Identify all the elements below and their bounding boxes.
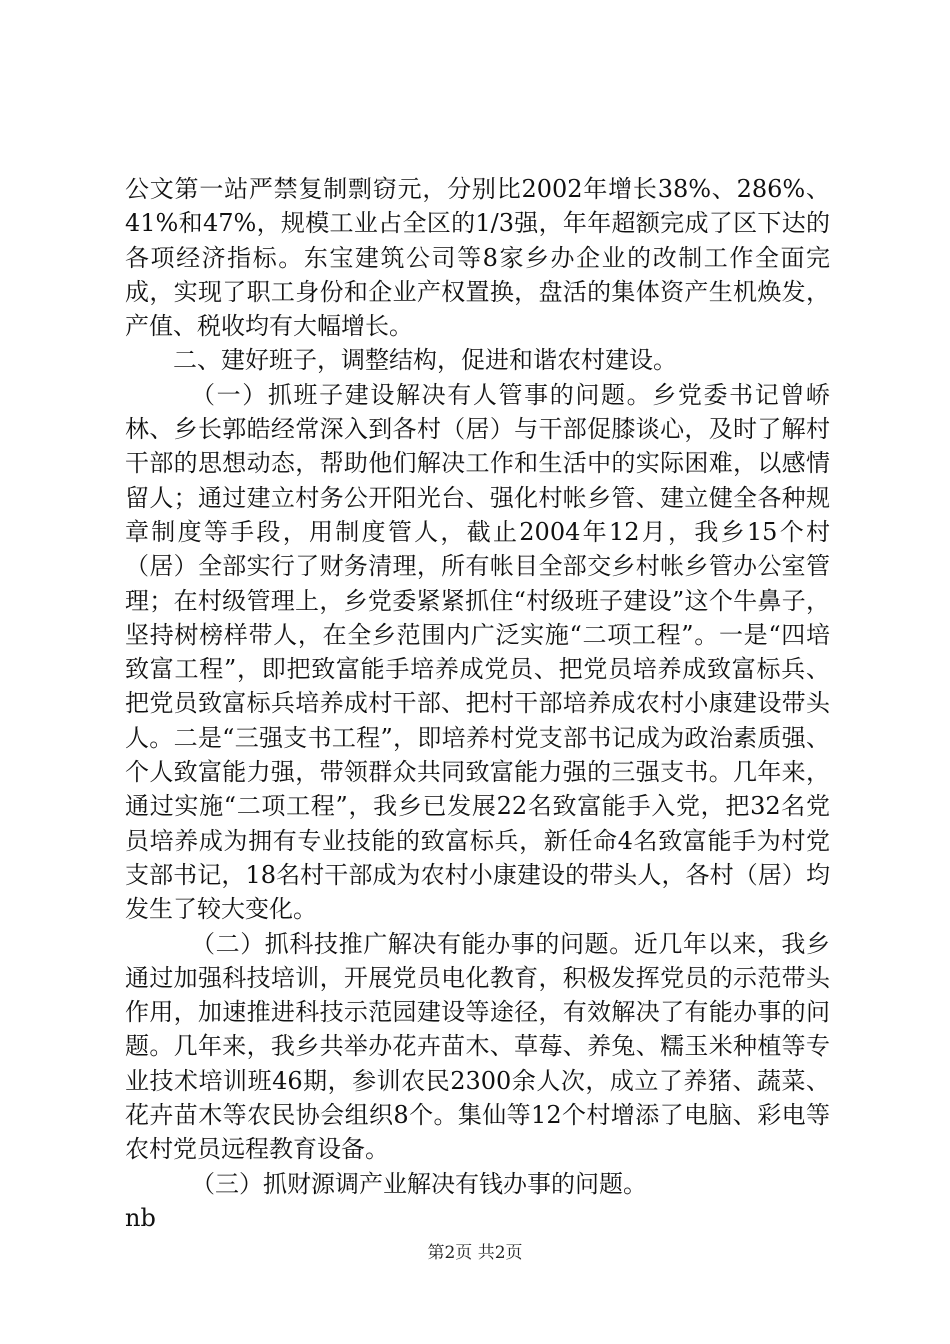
paragraph-economy: 公文第一站严禁复制剽窃元，分别比2002年增长38%、286%、41%和47%，规模工业占全区的1/3强，年年超额完成了区下达的各项经济指标。东宝建筑公司等8家乡办企业的改制工作全面完成，实现了职工身份和企业产权置换，盘活的集体资产生机焕发，产值、税收均有大幅增长。 bbox=[125, 175, 830, 341]
paragraph-team-building: （一）抓班子建设解决有人管事的问题。乡党委书记曾峤林、乡长郭皓经常深入到各村（居）与干部促膝谈心，及时了解村干部的思想动态，帮助他们解决工作和生活中的实际困难，以感情留人；通过建立村务公开阳光台、强化村帐乡管、建立健全各种规章制度等手段，用制度管人，截止2004年12月，我乡15个村（居）全部实行了财务清理，所有帐目全部交乡村帐乡管办公室管理；在村级管理上，乡党委紧紧抓住“村级班子建设”这个牛鼻子，坚持树榜样带人，在全乡范围内广泛实施“二项工程”。一是“四培致富工程”，即把致富能手培养成党员、把党员培养成致富标兵、把党员致富标兵培养成村干部、把村干部培养成农村小康建设带头人。二是“三强支书工程”，即培养村党支部书记成为政治素质强、个人致富能力强，带领群众共同致富能力强的三强支书。几年来，通过实施“二项工程”，我乡已发展22名致富能手入党，把32名党员培养成为拥有专业技能的致富标兵，新任命4名致富能手为村党支部书记，18名村干部成为农村小康建设的带头人，各村（居）均发生了较大变化。 bbox=[125, 380, 830, 924]
paragraph-tech-promotion: （二）抓科技推广解决有能办事的问题。近几年以来，我乡通过加强科技培训，开展党员电化教育，积极发挥党员的示范带头作用，加速推进科技示范园建设等途径，有效解决了有能办事的问题。几年来，我乡共举办花卉苗木、草莓、养兔、糯玉米种植等专业技术培训班46期，参训农民2300余人次，成立了养猪、蔬菜、花卉苗木等农民协会组织8个。集仙等12个村增添了电脑、彩电等农村党员远程教育设备。 bbox=[125, 929, 830, 1164]
page-footer: 第2页 共2页 bbox=[427, 1243, 523, 1263]
stray-text: nb bbox=[125, 1203, 156, 1232]
section-heading-two: 二、建好班子，调整结构，促进和谐农村建设。 bbox=[173, 346, 677, 375]
document-body bbox=[125, 172, 830, 1235]
paragraph-finance-heading: （三）抓财源调产业解决有钱办事的问题。 bbox=[191, 1169, 647, 1198]
